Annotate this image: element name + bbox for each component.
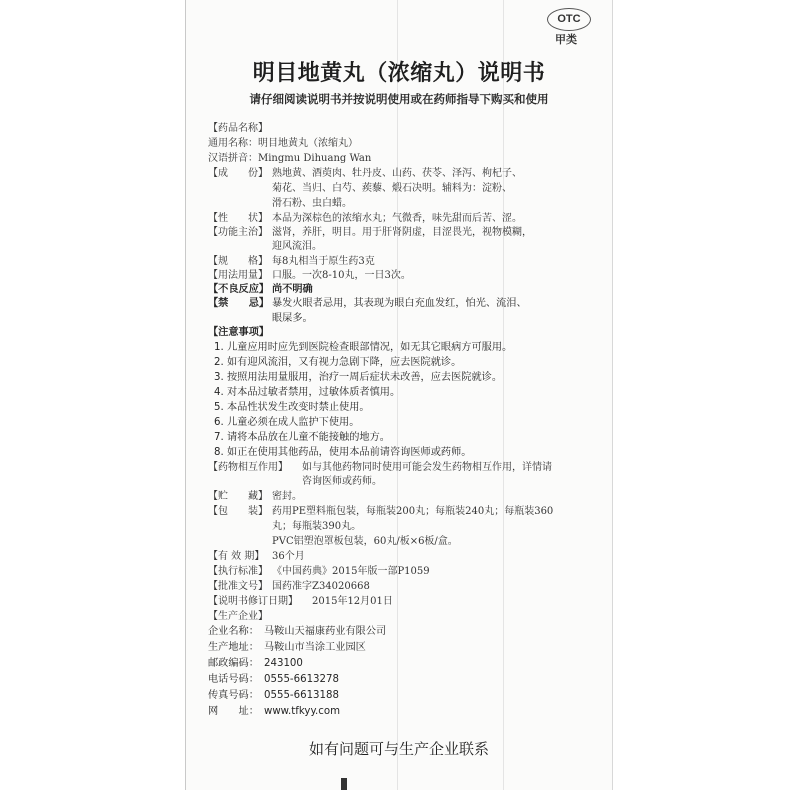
contraindications-line: 眼屎多。 xyxy=(272,313,313,324)
package-line: PVC铝塑泡罩板包装，60丸/板×6板/盒。 xyxy=(272,536,458,547)
manufacturer-key: 邮政编码： xyxy=(208,658,259,669)
approval-value: 国药准字Z34020668 xyxy=(272,581,370,592)
section-drug-name: 【药品名称】 xyxy=(208,123,268,134)
contraindications-label: 【禁 忌】 xyxy=(208,298,270,309)
interactions-line: 咨询医师或药师。 xyxy=(302,476,382,487)
indications-line: 滋肾，养肝，明目。用于肝肾阴虚，目涩畏光，视物模糊， xyxy=(272,227,532,238)
usage-value: 口服。一次8-10丸，一日3次。 xyxy=(272,270,411,281)
precaution-item: 7. 请将本品放在儿童不能接触的地方。 xyxy=(214,432,390,443)
approval-label: 【批准文号】 xyxy=(208,581,268,592)
manufacturer-key: 企业名称： xyxy=(208,626,259,637)
precautions-label: 【注意事项】 xyxy=(208,327,270,338)
ingredients-line: 熟地黄、酒萸肉、牡丹皮、山药、茯苓、泽泻、枸杞子、 xyxy=(272,168,522,179)
ingredients-line: 滑石粉、虫白蜡。 xyxy=(272,198,352,209)
manufacturer-value: 马鞍山天福康药业有限公司 xyxy=(264,626,387,637)
spec-label: 【规 格】 xyxy=(208,256,268,267)
usage-label: 【用法用量】 xyxy=(208,270,268,281)
manufacturer-key: 生产地址： xyxy=(208,642,259,653)
indications-line: 迎风流泪。 xyxy=(272,241,322,252)
precaution-item: 6. 儿童必须在成人监护下使用。 xyxy=(214,417,360,428)
fold-crease xyxy=(503,0,504,790)
package-label: 【包 装】 xyxy=(208,506,268,517)
adverse-value: 尚不明确 xyxy=(272,284,313,295)
manufacturer-key: 电话号码： xyxy=(208,674,259,685)
package-line: 丸；每瓶装390丸。 xyxy=(272,521,362,532)
revision-value: 2015年12月01日 xyxy=(312,596,393,607)
manufacturer-label: 【生产企业】 xyxy=(208,611,268,622)
adverse-label: 【不良反应】 xyxy=(208,284,270,295)
validity-value: 36个月 xyxy=(272,551,305,562)
otc-badge: OTC xyxy=(547,8,591,31)
validity-label: 【有 效 期】 xyxy=(208,551,265,562)
storage-value: 密封。 xyxy=(272,491,302,502)
manufacturer-key: 传真号码： xyxy=(208,690,259,701)
storage-label: 【贮 藏】 xyxy=(208,491,268,502)
interactions-label: 【药物相互作用】 xyxy=(208,462,288,473)
page-title: 明目地黄丸（浓缩丸）说明书 xyxy=(252,61,546,86)
generic-name: 通用名称：明目地黄丸（浓缩丸） xyxy=(208,138,358,149)
standard-label: 【执行标准】 xyxy=(208,566,268,577)
package-line: 药用PE塑料瓶包装，每瓶装200丸；每瓶装240丸；每瓶装360 xyxy=(272,506,554,517)
otc-class-label: 甲类 xyxy=(555,33,577,46)
ingredients-label: 【成 份】 xyxy=(208,168,268,179)
precaution-item: 4. 对本品过敏者禁用，过敏体质者慎用。 xyxy=(214,387,401,398)
interactions-line: 如与其他药物同时使用可能会发生药物相互作用，详情请 xyxy=(302,462,552,473)
manufacturer-value: 马鞍山市当涂工业园区 xyxy=(264,642,366,653)
precaution-item: 8. 如正在使用其他药品，使用本品前请咨询医师或药师。 xyxy=(214,447,472,458)
precaution-item: 3. 按照用法用量服用，治疗一周后症状未改善，应去医院就诊。 xyxy=(214,372,503,383)
precaution-item: 1. 儿童应用时应先到医院检查眼部情况，如无其它眼病方可服用。 xyxy=(214,342,513,353)
print-mark xyxy=(341,778,347,790)
standard-value: 《中国药典》2015年版一部P1059 xyxy=(272,566,430,577)
precaution-item: 2. 如有迎风流泪，又有视力急剧下降，应去医院就诊。 xyxy=(214,357,462,368)
spec-value: 每8丸相当于原生药3克 xyxy=(272,256,375,267)
precaution-item: 5. 本品性状发生改变时禁止使用。 xyxy=(214,402,370,413)
revision-label: 【说明书修订日期】 xyxy=(208,596,298,607)
properties-label: 【性 状】 xyxy=(208,213,268,224)
contraindications-line: 暴发火眼者忌用，其表现为眼白充血发红，怕光、流泪、 xyxy=(272,298,527,309)
manufacturer-website: www.tfkyy.com xyxy=(264,706,341,717)
manufacturer-key: 网 址： xyxy=(208,706,259,717)
manufacturer-value: 0555-6613188 xyxy=(264,690,339,701)
ingredients-line: 菊花、当归、白芍、蒺藜、煅石决明。辅料为：淀粉、 xyxy=(272,183,512,194)
indications-label: 【功能主治】 xyxy=(208,227,268,238)
manufacturer-value: 243100 xyxy=(264,658,303,669)
manufacturer-value: 0555-6613278 xyxy=(264,674,339,685)
contact-footer: 如有问题可与生产企业联系 xyxy=(308,740,489,758)
properties-value: 本品为深棕色的浓缩水丸；气微香，味先甜而后苦、涩。 xyxy=(272,213,522,224)
pinyin-name: 汉语拼音：Mingmu Dihuang Wan xyxy=(208,153,372,164)
page-subtitle: 请仔细阅读说明书并按说明使用或在药师指导下购买和使用 xyxy=(249,92,549,106)
